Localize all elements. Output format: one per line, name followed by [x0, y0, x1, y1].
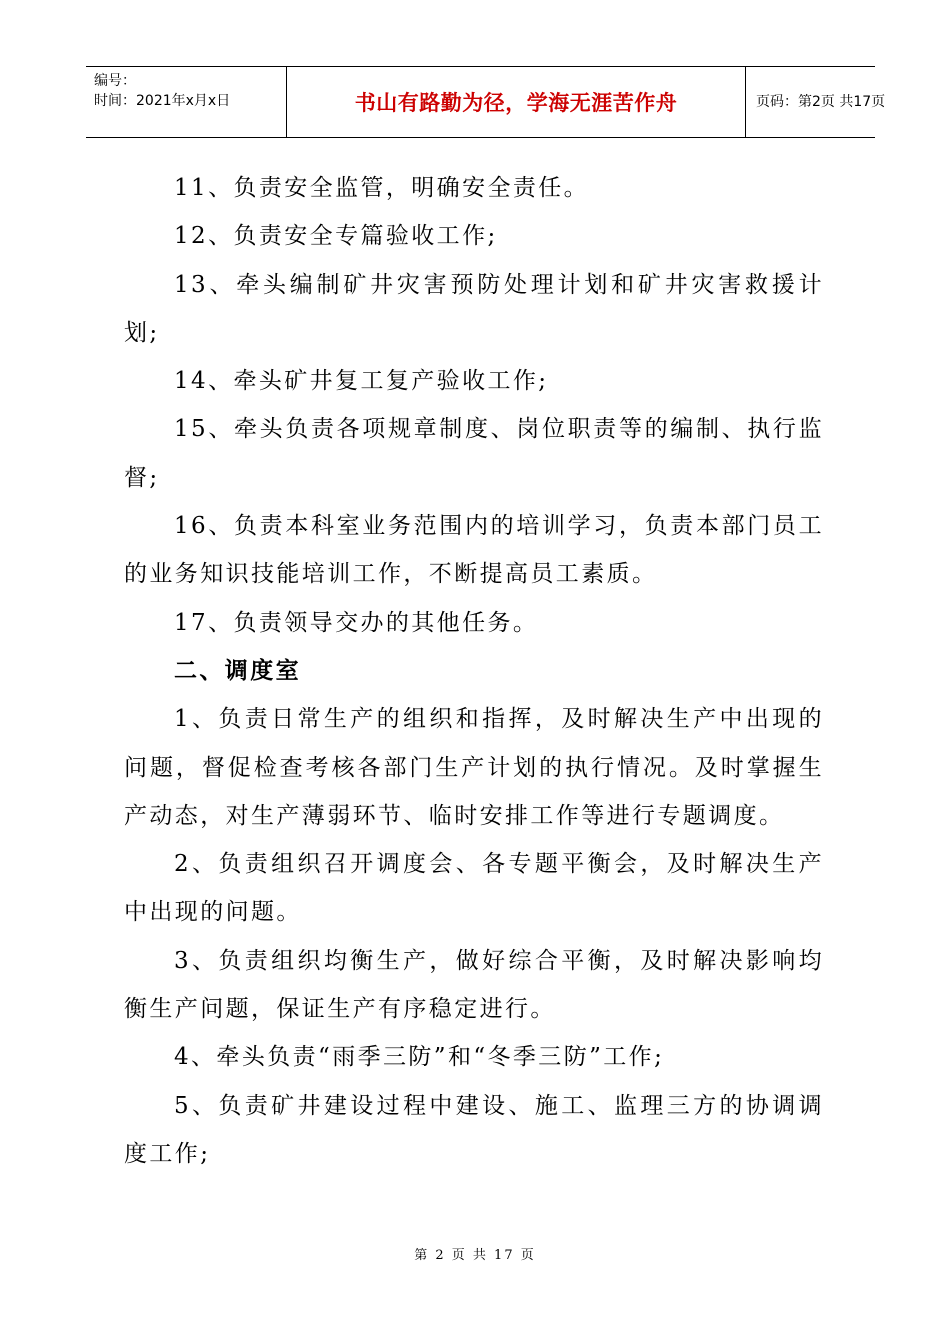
header-motto: 书山有路勤为径，学海无涯苦作舟 [354, 91, 678, 115]
paragraph: 17、负责领导交办的其他任务。 [174, 609, 539, 636]
page-header [86, 66, 886, 138]
doc-number-label: 编号： [94, 73, 136, 89]
paragraph: 12、负责安全专篇验收工作; [174, 223, 498, 250]
section-heading: 二、调度室 [174, 657, 301, 684]
paragraph: 14、牵头矿井复工复产验收工作; [174, 368, 549, 395]
paragraph: 4、牵头负责“雨季三防”和“冬季三防”工作; [174, 1044, 665, 1071]
paragraph: 2、负责组织召开调度会、各专题平衡会，及时解决生产中出现的问题。 [124, 851, 824, 926]
paragraph: 11、负责安全监管，明确安全责任。 [174, 175, 590, 201]
header-motto-cell [286, 67, 746, 137]
header-page-code: 页码：第2页 共17页 [756, 94, 886, 110]
header-page-cell [744, 67, 886, 137]
paragraph: 5、负责矿井建设过程中建设、施工、监理三方的协调调度工作; [124, 1092, 824, 1167]
paragraph: 16、负责本科室业务范围内的培训学习，负责本部门员工的业务知识技能培训工作，不断提高员工素质。 [124, 513, 824, 588]
paragraph: 15、牵头负责各项规章制度、岗位职责等的编制、执行监督; [124, 416, 824, 491]
paragraph: 3、负责组织均衡生产，做好综合平衡，及时解决影响均衡生产问题，保证生产有序稳定进行。 [124, 947, 824, 1023]
header-info-cell [86, 67, 286, 137]
document-body [124, 164, 824, 1178]
paragraph: 13、牵头编制矿井灾害预防处理计划和矿井灾害救援计划; [124, 271, 824, 346]
page-footer: 第 2 页 共 17 页 [414, 1248, 536, 1263]
time-label: 时间：2021年x月x日 [94, 93, 231, 109]
paragraph: 1、负责日常生产的组织和指挥，及时解决生产中出现的问题，督促检查考核各部门生产计划的执行情况。及时掌握生产动态，对生产薄弱环节、临时安排工作等进行专题调度。 [124, 706, 824, 829]
